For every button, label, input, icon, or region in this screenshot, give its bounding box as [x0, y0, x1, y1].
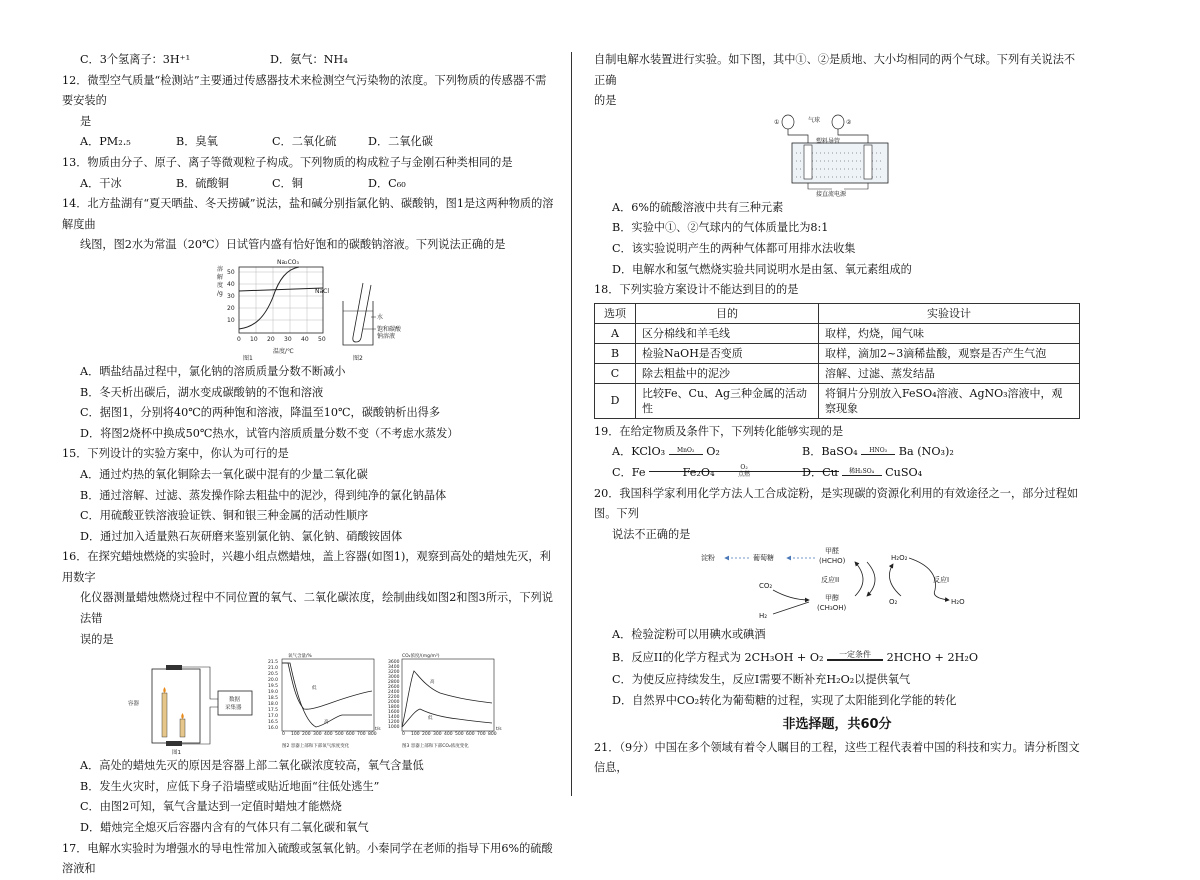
y-tick: 10 [226, 316, 235, 324]
x-tick: 40 [300, 335, 309, 343]
table-cell: 取样，滴加2~3滴稀盐酸，观察是否产生气泡 [819, 343, 1080, 363]
table-cell: 比较Fe、Cu、Ag三种金属的活动性 [636, 383, 819, 418]
q13-option-c: C．铜 [272, 176, 303, 190]
co2-label: CO₂ [759, 582, 773, 591]
tall-candle [162, 693, 167, 737]
x-tick: 200 [301, 732, 311, 738]
question-19 [594, 422, 1080, 484]
reaction-arrow [842, 468, 882, 476]
table-cell: A [595, 323, 636, 343]
column-divider [571, 52, 572, 796]
q17-option-b: B．实验中①、②气球内的气体质量比为8:1 [612, 221, 829, 235]
q19-stem: 19．在给定物质及条件下，下列转化能够实现的是 [594, 424, 844, 438]
y-tick: 17.5 [267, 708, 278, 714]
table-cell: 溶解、过滤、蒸发结晶 [819, 363, 1080, 383]
x-tick: 800 [487, 732, 497, 738]
q14-option-a: A．晒盐结晶过程中，氯化钠的溶质质量分数不断减小 [80, 364, 346, 378]
x-tick: 800 [367, 732, 377, 738]
o2-axis-label: 氧气含量/% [287, 654, 312, 660]
electrode-tube-1 [804, 145, 812, 179]
y-tick: 3000 [387, 675, 399, 681]
q15-stem: 15．下列设计的实验方案中，你认为可行的是 [62, 447, 289, 461]
y-tick: 1600 [387, 710, 399, 716]
q19-c-condition-bottom: 点燃 [738, 470, 751, 478]
glucose-label: 葡萄糖 [753, 554, 774, 563]
y-label-1: 溶 [216, 265, 223, 273]
h2-label: H₂ [759, 612, 768, 621]
q14-figure [62, 257, 557, 361]
q11-option-d: D．氨气：NH₄ [270, 53, 348, 66]
q14-option-d: D．将图2烧杯中换成50℃热水，试管内溶质质量分数不变（不考虑水蒸发） [80, 426, 459, 440]
balloon-2 [832, 115, 844, 129]
q19-options-ab [594, 442, 1080, 463]
q18-stem: 18．下列实验方案设计不能达到目的的是 [594, 283, 799, 297]
y-tick: 3600 [387, 660, 399, 666]
q16-figure [62, 651, 557, 755]
x-tick: 700 [356, 732, 366, 738]
q14-option-c: C．据图1，分别将40℃的两种饱和溶液，降温至10℃，碳酸钠析出得多 [80, 406, 441, 420]
x-tick: 100 [290, 732, 300, 738]
electrolysis-apparatus [772, 113, 902, 197]
o2-label: O₂ [889, 598, 898, 607]
x-tick: 600 [345, 732, 355, 738]
y-tick: 20.5 [267, 672, 278, 678]
plot-frame [239, 267, 323, 333]
y-tick: 2600 [387, 685, 399, 691]
x-tick: 0 [281, 732, 285, 738]
y-tick: 19.0 [267, 690, 278, 696]
x-tick: 700 [476, 732, 486, 738]
y-tick: 21.5 [267, 660, 278, 666]
solubility-figure [215, 257, 405, 361]
q12-stem-1: 12．微型空气质量“检测站”主要通过传感器技术来检测空气污染物的浓度。下列物质的传感器不需要安装的 [62, 73, 547, 108]
balloon-2-label: ② [846, 118, 852, 126]
q16-stem-1: 16．在探究蜡烛燃烧的实验时，兴趣小组点燃蜡烛，盖上容器(如图1)，观察到高处的蜡烛先灭，利用数字 [62, 550, 551, 584]
curve-label-high: 高 [323, 720, 328, 726]
q19-b-product: Ba (NO₃)₂ [898, 445, 954, 459]
question-16 [62, 547, 557, 838]
q15-option-a: A．通过灼热的氧化铜除去一氧化碳中混有的少量二氧化碳 [80, 467, 368, 481]
container-label: 容器 [127, 701, 139, 708]
q21-stem: 21．（9分）中国在多个领域有着令人瞩目的工程，这些工程代表着中国的科技和实力。请分析图文信息， [594, 740, 1080, 775]
flame-icon [163, 687, 166, 693]
q17-stem-cont-1: 自制电解水装置进行实验。如下图，其中①、②是质地、大小均相同的两个气球。下列有关说法不正确 [594, 53, 1076, 87]
q17-option-d: D．电解水和氢气燃烧实验共同说明水是由氢、氧元素组成的 [612, 262, 912, 276]
y-tick: 18.5 [267, 696, 278, 702]
q19-c-reactant: C．Fe [612, 465, 646, 479]
y-tick: 50 [226, 268, 235, 276]
q16-stem-3: 误的是 [80, 632, 114, 646]
q19-option-d [802, 463, 992, 484]
q14-stem-2: 线图，图2水为常温（20℃）日试管内盛有恰好饱和的碳酸钠溶液。下列说法正确的是 [80, 238, 506, 252]
container [152, 669, 200, 743]
y-tick: 3200 [387, 670, 399, 676]
reaction-2-return-arrow [867, 562, 875, 596]
fig3-caption: 图3 容器上部和下部CO₂浓度变化 [401, 744, 469, 750]
water-label: 水 [376, 313, 383, 321]
x-unit: t/s [374, 727, 381, 733]
reaction-2-label: 反应II [821, 576, 840, 585]
y-tick: 40 [226, 280, 235, 288]
o2-curve-high [282, 663, 372, 727]
q20-figure [594, 546, 1080, 624]
y-tick: 1200 [387, 720, 399, 726]
q20-b-lhs: 2CH₃OH + O₂ [744, 650, 824, 664]
reaction-1-label: 反应I [933, 576, 950, 585]
y-tick: 17.0 [267, 714, 278, 720]
q20-option-b [594, 646, 1080, 670]
x-unit: t/s [495, 727, 502, 733]
h2o2-label: H₂O₂ [891, 554, 908, 563]
table-header: 目的 [636, 303, 819, 323]
q16-option-c: C．由图2可知，氧气含量达到一定值时蜡烛才能燃烧 [80, 800, 342, 814]
table-header: 实验设计 [819, 303, 1080, 323]
table-cell: 将铜片分别放入FeSO₄溶液、AgNO₃溶液中，观察现象 [819, 383, 1080, 418]
right-column [594, 50, 1080, 779]
q19-d-product: CuSO₄ [885, 465, 923, 479]
y-tick: 16.0 [267, 726, 278, 732]
o2-to-h2o2-arrow [889, 564, 901, 596]
x-tick: 10 [249, 335, 258, 343]
q17-stem-cont-2: 的是 [594, 94, 617, 108]
x-tick: 50 [317, 335, 326, 343]
experiment-table [594, 303, 1080, 419]
y-tick: 21.0 [267, 666, 278, 672]
co2-arrow [773, 590, 809, 600]
x-tick: 600 [465, 732, 475, 738]
x-tick: 100 [410, 732, 420, 738]
left-column [62, 50, 557, 880]
methanol-label-2: (CH₃OH) [817, 604, 847, 613]
electrode-tube-2 [864, 145, 872, 179]
q12-option-c: C．二氧化硫 [272, 135, 337, 149]
q12-option-a: A．PM₂.₅ [80, 135, 131, 149]
co2-chart [388, 652, 502, 749]
q15-option-b: B．通过溶解、过滤、蒸发操作除去粗盐中的泥沙，得到纯净的氯化钠晶体 [80, 488, 447, 502]
y-tick: 19.5 [267, 684, 278, 690]
q15-option-c: C．用硫酸亚铁溶液验证铁、铜和银三种金属的活动性顺序 [80, 509, 369, 523]
co2-curve-low [402, 709, 492, 727]
nacl-label: NaCl [314, 287, 329, 295]
q16-option-b: B．发生火灾时，应低下身子沿墙壁或贴近地面“往低处逃生” [80, 779, 380, 793]
collector-label-1: 数据 [228, 697, 240, 704]
q12-stem-2: 是 [80, 114, 92, 128]
q19-option-b [802, 442, 992, 463]
q19-d-condition: 稀H₂SO₄ [848, 467, 875, 475]
table-header-row [595, 303, 1080, 323]
table-row [595, 323, 1080, 343]
reaction-2-arrow [855, 562, 863, 596]
y-label-2: 解 [216, 273, 223, 281]
q19-option-c [612, 463, 802, 484]
x-tick: 20 [266, 335, 275, 343]
x-tick: 400 [443, 732, 453, 738]
y-tick: 2400 [387, 690, 399, 696]
q19-d-reactant: D．Cu [802, 465, 838, 479]
question-20 [594, 484, 1080, 712]
q19-b-reactant: B．BaSO₄ [802, 445, 858, 459]
x-axis-label: 温度/℃ [272, 347, 294, 355]
co2-curve-high [402, 671, 492, 727]
y-tick: 2200 [387, 695, 399, 701]
q11-options [62, 50, 557, 71]
q19-option-a [612, 442, 802, 463]
q20-b-condition: 一定条件 [839, 649, 872, 659]
power-label: 接直流电源 [816, 190, 847, 197]
x-tick: 300 [432, 732, 442, 738]
formaldehyde-label-2: (HCHO) [819, 557, 846, 566]
x-tick: 30 [283, 335, 292, 343]
q15-option-d: D．通过加入适量熟石灰研磨来鉴别氯化钠、氯化钠、硝酸铵固体 [80, 529, 403, 543]
table-cell: 检验NaOH是否变质 [636, 343, 819, 363]
solution-label-1: 饱和碳酸 [376, 325, 401, 333]
reaction-arrow [827, 650, 883, 661]
fig1-caption: 图1 [242, 354, 253, 361]
q17-stem: 17．电解水实验时为增强水的导电性常加入硫酸或氢氧化钠。小秦同学在老师的指导下用6%的硫酸溶液和 [62, 841, 553, 876]
q20-stem-2: 说法不正确的是 [612, 527, 691, 541]
q13-option-a: A．干冰 [80, 176, 122, 190]
q14-option-b: B．冬天析出碳后，湖水变成碳酸钠的不饱和溶液 [80, 385, 324, 399]
balloon-label: 气球 [808, 116, 821, 124]
q16-option-a: A．高处的蜡烛先灭的原因是容器上部二氧化碳浓度较高，氧气含量低 [80, 759, 424, 773]
y-label-4: /g [216, 289, 223, 297]
x-tick: 400 [323, 732, 333, 738]
q11-option-c: C．3个氢离子：3H⁺¹ [80, 53, 191, 66]
question-13 [62, 153, 557, 194]
flame-icon [181, 713, 184, 719]
curve-label-low: 低 [427, 716, 432, 722]
starch-label: 淀粉 [701, 554, 715, 563]
q19-c-condition-top: O₂ [649, 465, 839, 472]
table-cell: 除去粗盐中的泥沙 [636, 363, 819, 383]
table-row [595, 363, 1080, 383]
question-14 [62, 194, 557, 444]
test-tube [352, 283, 370, 342]
table-cell: 区分棉线和羊毛线 [636, 323, 819, 343]
y-tick: 16.5 [267, 720, 278, 726]
grid [239, 267, 323, 333]
q19-a-reactant: A．KClO₃ [612, 445, 666, 459]
q17-option-a: A．6%的硫酸溶液中共有三种元素 [612, 200, 784, 214]
beaker [343, 301, 373, 345]
q16-stem-2: 化仪器测量蜡烛燃烧过程中不同位置的氧气、二氧化碳浓度，绘制曲线如图2和图3所示，下列说法错 [80, 591, 553, 626]
q14-stem-1: 14．北方盐湖有“夏天晒盐、冬天捞碱”说法，盐和碱分别指氯化钠、碳酸钠，图1是这两种物质的溶解度曲 [62, 197, 554, 231]
table-cell: D [595, 383, 636, 418]
tube-label: 塑料导管 [816, 137, 841, 145]
y-tick: 30 [226, 292, 235, 300]
table-cell: 取样，灼烧，闻气味 [819, 323, 1080, 343]
x-tick: 0 [236, 335, 241, 343]
q19-a-product: O₂ [706, 445, 720, 459]
formaldehyde-label-1: 甲醛 [825, 547, 839, 556]
q12-option-b: B．臭氧 [176, 135, 218, 149]
q20-option-c: C．为使反应持续发生，反应I需要不断补充H₂O₂以提供氧气 [612, 672, 911, 686]
co2-axis-label: CO₂浓度/(mg/m³) [401, 654, 439, 660]
table-cell: B [595, 343, 636, 363]
q13-option-d: D．C₆₀ [368, 176, 406, 190]
q19-c-product: Fe₂O₄ [682, 465, 715, 479]
fig2-caption: 图2 [352, 354, 363, 361]
q20-option-d: D．自然界中CO₂转化为葡萄糖的过程，实现了太阳能到化学能的转化 [612, 693, 957, 707]
q19-a-condition: MnO₂ [677, 447, 695, 455]
fig2-caption: 图2 容器上部和下部氧气浓度变化 [281, 744, 349, 750]
x-tick: 500 [334, 732, 344, 738]
question-15 [62, 444, 557, 547]
y-label-3: 度 [216, 281, 223, 289]
data-collector [218, 691, 252, 715]
x-tick: 500 [454, 732, 464, 738]
y-tick: 18.0 [267, 702, 278, 708]
table-row [595, 383, 1080, 418]
q13-stem: 13．物质由分子、原子、离子等微观粒子构成。下列物质的构成粒子与金刚石种类相同的是 [62, 155, 513, 169]
x-tick: 200 [421, 732, 431, 738]
y-tick: 1800 [387, 705, 399, 711]
o2-chart [268, 652, 381, 749]
collector-label-2: 采集器 [224, 705, 242, 712]
reaction-arrow [861, 447, 895, 455]
q20-stem-1: 20．我国科学家利用化学方法人工合成淀粉，是实现碳的资源化利用的有效途径之一，部分过程如图。下列 [594, 486, 1079, 521]
x-tick: 300 [312, 732, 322, 738]
nacl-curve [239, 288, 323, 291]
balloon-1 [782, 115, 794, 129]
y-tick: 20.0 [267, 678, 278, 684]
table-row [595, 343, 1080, 363]
y-tick: 2800 [387, 680, 399, 686]
y-tick: 1000 [387, 725, 399, 731]
h2o-label: H₂O [951, 598, 965, 607]
q13-option-b: B．硫酸铜 [176, 176, 229, 190]
q13-options [62, 174, 557, 195]
table-header: 选项 [595, 303, 636, 323]
q12-option-d: D．二氧化碳 [368, 135, 433, 149]
q20-option-a: A．检验淀粉可以用碘水或碘酒 [612, 628, 766, 642]
methanol-label-1: 甲醇 [825, 594, 839, 603]
short-candle [180, 719, 185, 737]
y-tick: 3400 [387, 665, 399, 671]
curve-label-high: 高 [429, 680, 434, 686]
q12-options [62, 132, 557, 153]
starch-synthesis-diagram [687, 546, 987, 624]
na2co3-label: Na₂CO₃ [276, 258, 299, 266]
balloon-1-label: ① [774, 118, 780, 126]
x-tick: 0 [401, 732, 405, 738]
sensor-bottom [166, 741, 182, 746]
q20-b-prefix: B．反应II的化学方程式为 [612, 650, 741, 664]
y-tick: 2000 [387, 700, 399, 706]
sensor-top [166, 665, 182, 670]
question-18 [594, 280, 1080, 419]
fig1-caption: 图1 [171, 750, 181, 756]
table-cell: C [595, 363, 636, 383]
y-tick: 1400 [387, 715, 399, 721]
solution-label-2: 钠溶液 [376, 332, 395, 340]
q17-option-c: C．该实验说明产生的两种气体都可用排水法收集 [612, 241, 856, 255]
q17-figure [594, 113, 1080, 197]
reaction-arrow [669, 447, 703, 455]
q16-option-d: D．蜡烛完全熄灭后容器内含有的气体只有二氧化碳和氧气 [80, 821, 369, 835]
q20-b-rhs: 2HCHO + 2H₂O [886, 650, 979, 664]
section-heading: 非选择题，共60分 [782, 717, 892, 733]
question-12 [62, 71, 557, 153]
y-tick: 20 [226, 304, 235, 312]
q19-options-cd [594, 463, 1080, 484]
candle-experiment-figure [110, 651, 510, 755]
q19-b-condition: HNO₃ [869, 447, 888, 455]
curve-label-low: 低 [311, 686, 316, 692]
